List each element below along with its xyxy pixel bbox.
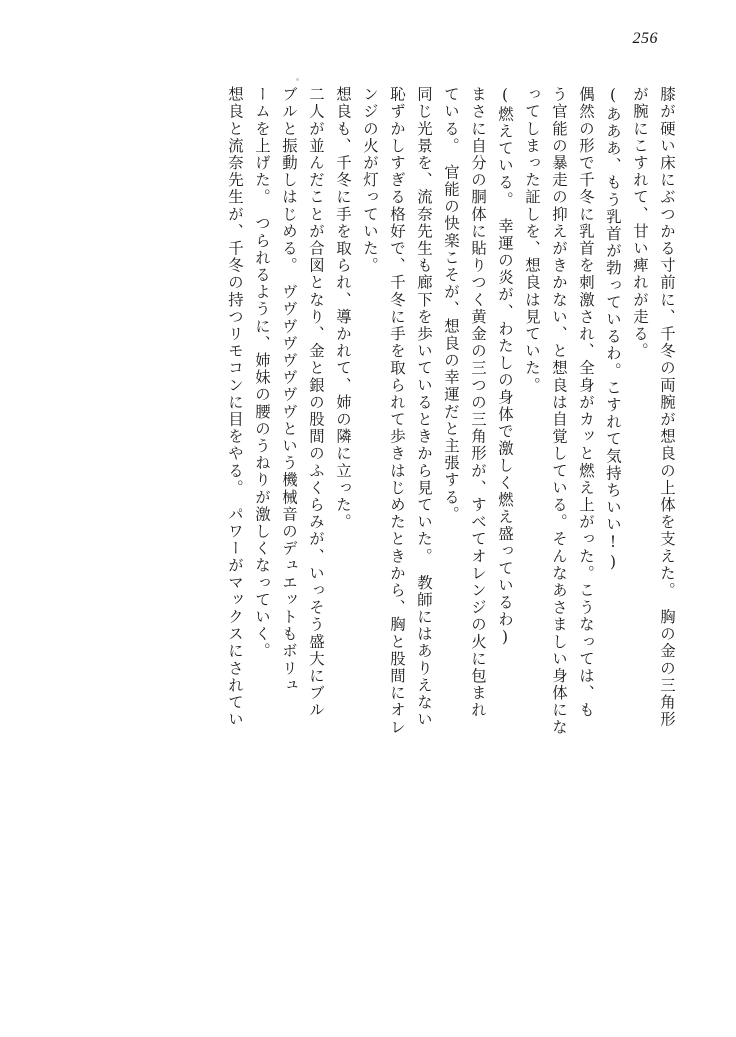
text-column: (あああ、もう乳首が勃っているわ。こすれて気持ちいい!)	[604, 86, 622, 573]
text-column: ームを上げた。 つられるように、姉妹の腰のうねりが激しくなっていく。	[253, 86, 271, 660]
text-column: ってしまった証しを、想良は見ていた。	[523, 86, 541, 394]
text-column: う官能の暴走の抑えがきかない、と想良は自覚している。そんなあさましい身体にな	[550, 86, 568, 736]
scan-speck	[296, 78, 299, 81]
text-column: 想良も、千冬に手を取られ、導かれて、姉の隣に立った。	[334, 86, 352, 531]
text-column: 同じ光景を、流奈先生も廊下を歩いているときから見ていた。 教師にはありえない	[415, 86, 433, 729]
text-column: (燃えている。 幸運の炎が、わたしの身体で激しく燃え盛っているわ)	[496, 86, 514, 648]
text-column: 偶然の形で千冬に乳首を刺激され、全身がカッと燃え上がった。こうなっては、も	[577, 86, 595, 719]
text-column: まさに自分の胴体に貼りつく黄金の三つの三角形が、すべてオレンジの火に包まれ	[469, 86, 487, 719]
text-column: ンジの火が灯っていた。	[361, 86, 379, 275]
text-column: 恥ずかしすぎる格好で、千冬に手を取られて歩きはじめたときから、胸と股間にオレ	[388, 86, 406, 736]
vertical-text-block	[70, 86, 674, 946]
text-column: ている。 官能の快楽こそが、想良の幸運だと主張する。	[442, 86, 460, 523]
text-column: 二人が並んだことが合図となり、金と銀の股間のふくらみが、いっそう盛大にブル	[307, 86, 325, 719]
text-column: ブルと振動しはじめる。 ヴヴヴヴヴヴヴヴという機械音のデュエットもボリュ	[280, 86, 298, 694]
text-column: 想良と流奈先生が、千冬の持つリモコンに目をやる。 パワーがマックスにされてい	[226, 86, 244, 729]
page-number: 256	[632, 30, 658, 47]
text-column: 膝が硬い床にぶつかる寸前に、千冬の両腕が想良の上体を支えた。 胸の金の三角形	[658, 86, 676, 729]
text-column: が腕にこすれて、甘い痺れが走る。	[631, 86, 649, 360]
